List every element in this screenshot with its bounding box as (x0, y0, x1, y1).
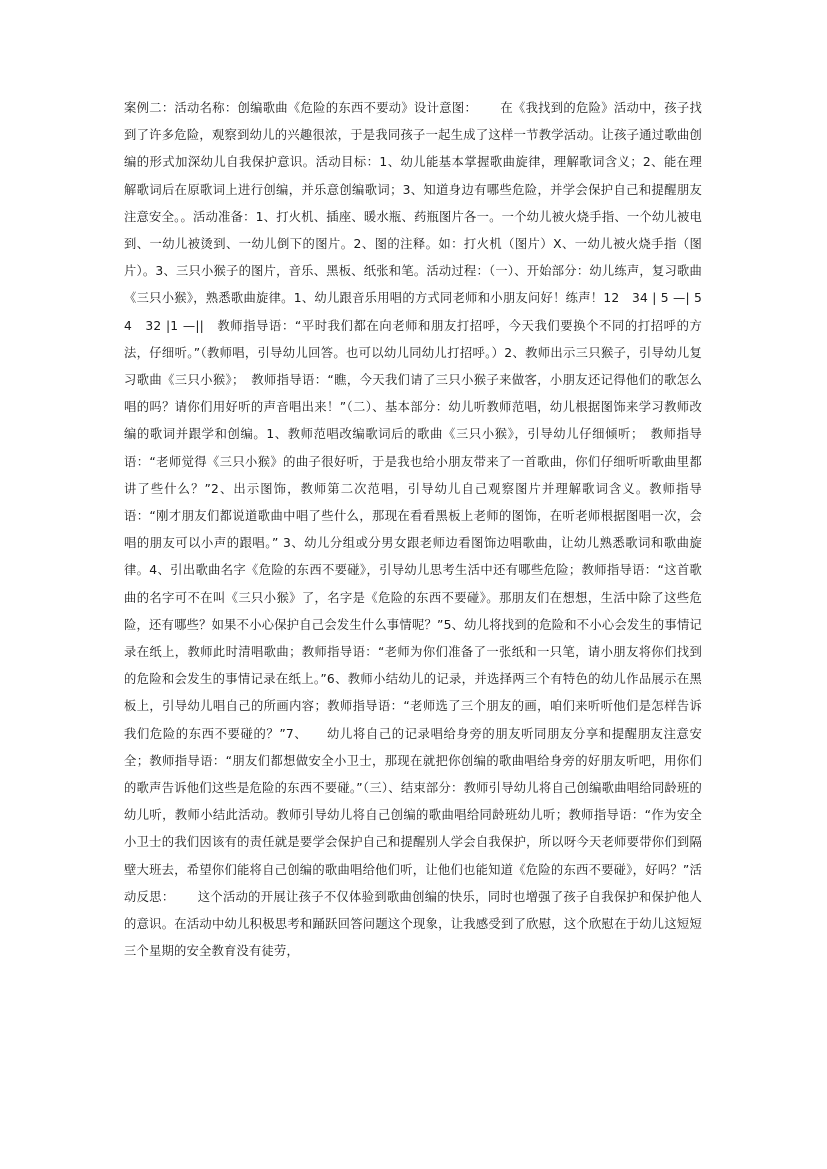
document-body-text: 案例二：活动名称：创编歌曲《危险的东西不要动》设计意图： 在《我找到的危险》活动中，孩子找到了许多危险，观察到幼儿的兴趣很浓，于是我同孩子一起生成了这样一节教学活动。让孩子通过歌曲创编的形式加深幼儿自我保护意识。活动目标：1、幼儿能基本掌握歌曲旋律，理解歌词含义；2、能在理解歌词后在原歌词上进行创编，并乐意创编歌词；3、知道身边有哪些危险，并学会保护自己和提醒朋友注意安全。。活动准备：1、打火机、插座、暖水瓶、药瓶图片各一。一个幼儿被火烧手指、一个幼儿被电到、一幼儿被烫到、一幼儿倒下的图片。2、图的注释。如：打火机（图片）X、一幼儿被火烧手指（图片）。3、三只小猴子的图片，音乐、黑板、纸张和笔。活动过程：（一）、开始部分：幼儿练声，复习歌曲《三只小猴》，熟悉歌曲旋律。1、幼儿跟音乐用唱的方式同老师和小朋友问好！练声！12 34 | 5 —| 54 32 |1 —|| 教师指导语：“平时我们都在向老师和朋友打招呼，今天我们要换个不同的打招呼的方法，仔细听。”（教师唱，引导幼儿回答。也可以幼儿同幼儿打招呼。）2、教师出示三只猴子，引导幼儿复习歌曲《三只小猴》； 教师指导语：“瞧，今天我们请了三只小猴子来做客，小朋友还记得他们的歌怎么唱的吗？请你们用好听的声音唱出来！”（二）、基本部分：幼儿听教师范唱，幼儿根据图饰来学习教师改编的歌词并跟学和创编。1、教师范唱改编歌词后的歌曲《三只小猴》，引导幼儿仔细倾听； 教师指导语：“老师觉得《三只小猴》的曲子很好听，于是我也给小朋友带来了一首歌曲，你们仔细听听歌曲里都讲了些什么？”2、出示图饰，教师第二次范唱，引导幼儿自己观察图片并理解歌词含义。教师指导语：“刚才朋友们都说道歌曲中唱了些什么，那现在看看黑板上老师的图饰，在听老师根据图唱一次，会唱的朋友可以小声的跟唱。” 3、幼儿分组或分男女跟老师边看图饰边唱歌曲，让幼儿熟悉歌词和歌曲旋律。4、引出歌曲名字《危险的东西不要碰》，引导幼儿思考生活中还有哪些危险；教师指导语：“这首歌曲的名字可不在叫《三只小猴》了，名字是《危险的东西不要碰》。那朋友们在想想，生活中除了这些危险，还有哪些？如果不小心保护自己会发生什么事情呢？”5、幼儿将找到的危险和不小心会发生的事情记录在纸上，教师此时清唱歌曲；教师指导语：“老师为你们准备了一张纸和一只笔，请小朋友将你们找到的危险和会发生的事情记录在纸上。”6、教师小结幼儿的记录，并选择两三个有特色的幼儿作品展示在黑板上，引导幼儿唱自己的所画内容；教师指导语：“老师选了三个朋友的画，咱们来听听他们是怎样告诉我们危险的东西不要碰的？”7、 幼儿将自己的记录唱给身旁的朋友听同朋友分享和提醒朋友注意安全；教师指导语：“朋友们都想做安全小卫士，那现在就把你创编的歌曲唱给身旁的好朋友听吧，用你们的歌声告诉他们这些是危险的东西不要碰。”（三）、结束部分：教师引导幼儿将自己创编歌曲唱给同龄班的幼儿听，教师小结此活动。教师引导幼儿将自己创编的歌曲唱给同龄班幼儿听；教师指导语：“作为安全小卫士的我们因该有的责任就是要学会保护自己和提醒别人学会自我保护，所以呀今天老师要带你们到隔壁大班去，希望你们能将自己创编的歌曲唱给他们听，让他们也能知道《危险的东西不要碰》，好吗？”活动反思： 这个活动的开展让孩子不仅体验到歌曲创编的快乐，同时也增强了孩子自我保护和保护他人的意识。在活动中幼儿积极思考和踊跃回答问题这个现象，让我感受到了欣慰，这个欣慰在于幼儿这短短三个星期的安全教育没有徒劳， (124, 101, 702, 959)
